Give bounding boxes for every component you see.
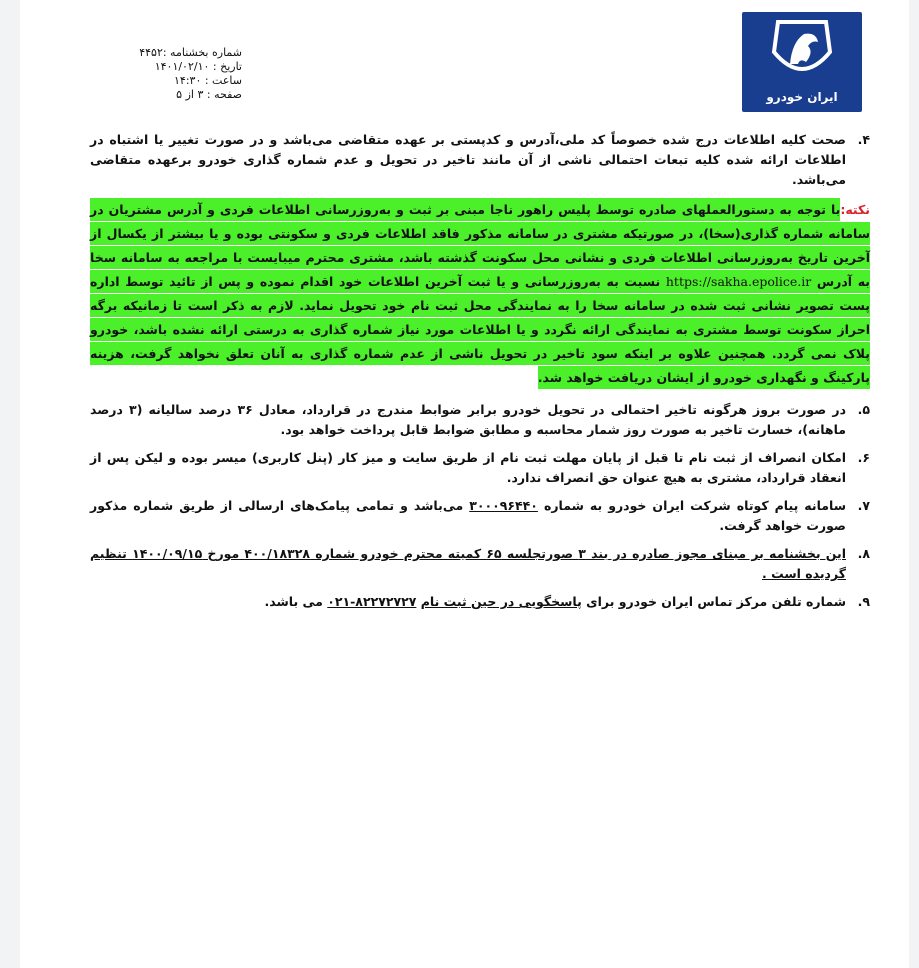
document-page [20,0,909,968]
highlighted-note [90,198,870,389]
logo-text: ایران خودرو [766,90,838,104]
circular-date: تاریخ : ۱۴۰۱/۰۲/۱۰ [154,60,242,73]
clause-text: صحت کلیه اطلاعات درج شده خصوصاً کد ملی،آدرس و کدپستی بر عهده متقاضی می‌باشد و در صورت تغییر یا اشتباه در اطلاعات ارائه شده کلیه تبعات احتمالی ناشی از آن مانند تاخیر در تحویل و عدم شماره گذاری خودرو برعهده متقاضی می‌باشد. [90,132,846,187]
clause-number: ۶. [857,450,870,465]
note-label: نکته: [840,202,870,217]
clause-5 [90,400,870,440]
note-text-part-2: نسبت به به‌روزرسانی و یا ثبت آخرین اطلاعات خود اقدام نموده و پس از تائید توسط اداره پست تصویر نشانی ثبت شده در سامانه سخا را به نمایندگی محل ثبت نام خود تحویل نماید. لازم به ذکر است تا زمانیکه برگه احراز سکونت توسط مشتری به نمایندگی ارائه نگردد و یا اطلاعات مورد نیاز شماره گذاری به درستی ارائه نشده باشد، خودرو پلاک نمی گردد. همچنین علاوه بر اینکه سود تاخیر در تحویل ناشی از عدم شماره گذاری به آنان تعلق نخواهد گرفت، هزینه پارکینگ و نگهداری خودرو از ایشان دریافت خواهد شد. [90,274,870,385]
clause-9 [90,592,870,612]
page-number: صفحه : ۳ از ۵ [176,88,242,101]
note-text-part-1: با توجه به دستورالعملهای صادره توسط پلیس راهور ناجا مبنی بر ثبت و به‌روزرسانی اطلاعات فردی و آدرس مشتریان در سامانه شماره گذاری(سخا)، در صورتیکه مشتری در سامانه مذکور فاقد اطلاعات فردی و سکونتی بوده و یا بیشتر از یکسال از آخرین تاریخ به‌روزرسانی اطلاعات فردی و نشانی محل سکونت گذشته باشد، مشتری محترم میبایست با مراجعه به سامانه سخا به آدرس [90,202,870,289]
clause-9-underlined: پاسخگویی در حین ثبت نام [420,594,582,609]
clause-4 [90,130,870,190]
clause-number: ۸. [857,546,870,561]
clause-9-after: می باشد. [264,594,323,609]
document-body [90,130,870,620]
note-block [90,198,870,390]
clause-number: ۴. [857,132,870,147]
clause-number: ۵. [857,402,870,417]
call-center-phone: ۰۲۱-۸۲۲۷۲۷۲۷ [327,594,417,609]
circular-time: ساعت : ۱۴:۳۰ [174,74,242,87]
clause-text: در صورت بروز هرگونه تاخیر احتمالی در تحویل خودرو برابر ضوابط مندرج در قرارداد، معادل ۳۶ درصد سالیانه (۳ درصد ماهانه)، خسارت تاخیر به صورت روز شمار محاسبه و مطابق ضوابط قابل پرداخت خواهد بود. [90,402,846,437]
company-logo [742,12,862,112]
clause-number: ۷. [857,498,870,513]
clause-text [90,496,846,536]
clause-text: این بخشنامه بر مبنای مجوز صادره در بند ۳ صورتجلسه ۶۵ کمیته محترم خودرو شماره ۴۰۰/۱۸۳۲۸ مورخ ۱۴۰۰/۰۹/۱۵ تنظیم گردیده است . [90,546,846,581]
clause-number: ۹. [857,594,870,609]
clause-7-before: سامانه پیام کوتاه شرکت ایران خودرو به شماره [543,498,847,513]
clause-text: امکان انصراف از ثبت نام تا قبل از پایان مهلت ثبت نام از طریق سایت و میز کار (پنل کاربری) میسر بوده و لیکن پس از انعقاد قرارداد، مشتری به هیچ عنوان حق انصراف ندارد. [90,450,846,485]
circular-meta [92,46,242,102]
clause-text [90,592,846,612]
clause-9-before: شماره تلفن مرکز تماس ایران خودرو برای [586,594,846,609]
sms-number: ۳۰۰۰۹۶۴۴۰ [469,498,538,513]
clause-8 [90,544,870,584]
sakha-url-link[interactable]: https://sakha.epolice.ir [665,274,812,289]
clause-7-after: می‌باشد و تمامی پیامک‌های ارسالی از طریق شماره مذکور صورت خواهد گرفت. [90,498,846,533]
circular-number: شماره بخشنامه :۴۴۵۲ [139,46,242,59]
clause-6 [90,448,870,488]
clause-7 [90,496,870,536]
